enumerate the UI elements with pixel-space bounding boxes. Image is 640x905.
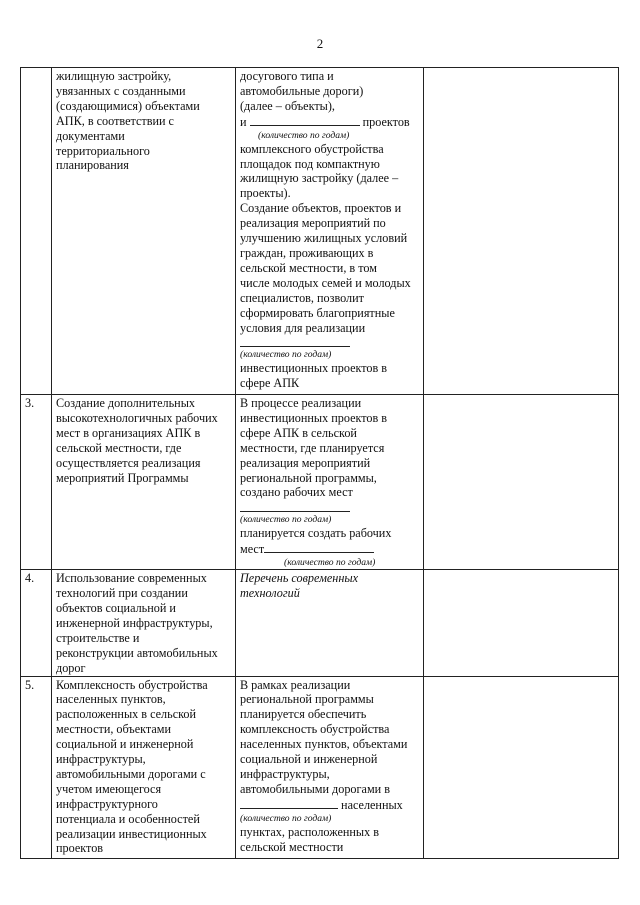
fill-in-blank	[240, 500, 350, 512]
fill-in-blank	[264, 541, 374, 553]
description-cell: досугового типа и автомобильные дороги) (далее – объекты), и проектов (количество по годам) комплексного обустройства площадок под компактную жилищную застройку (далее – проекты). Создание объектов, проектов и реализация мероприятий по улучшению жилищных условий граждан, проживающих в сельской местности, в том числе молодых семей и молодых специалистов, позволит сформировать благоприятные условия для реализации (количество по годам) инвестиционных проектов в сфере АПК	[236, 68, 424, 395]
indicator-cell: жилищную застройку, увязанных с созданными (создающимися) объектами АПК, в соответствии с документами территориального планирования	[52, 68, 236, 395]
program-table	[20, 67, 619, 859]
table-row	[21, 68, 619, 395]
table-row	[21, 570, 619, 676]
description-cell: В рамках реализации региональной программы планируется обеспечить комплексность обустройства населенных пунктов, объектами социальной и инженерной инфраструктуры, автомобильными дорогами в населенных (количество по годам) пунктах, расположенных в сельской местности	[236, 676, 424, 858]
row-number-cell	[21, 68, 52, 395]
description-cell: В процессе реализации инвестиционных проектов в сфере АПК в сельской местности, где планируется реализация мероприятий региональной программы, создано рабочих мест (количество по годам) планируется создать рабочих мест (количество по годам)	[236, 395, 424, 570]
row-number-cell: 4.	[21, 570, 52, 676]
indicator-cell: Использование современных технологий при создании объектов социальной и инженерной инфраструктуры, строительстве и реконструкции автомобильных дорог	[52, 570, 236, 676]
table-row	[21, 395, 619, 570]
fill-in-blank	[250, 114, 360, 126]
row-number-cell: 5.	[21, 676, 52, 858]
notes-cell	[424, 676, 619, 858]
projects-line: и проектов	[240, 114, 410, 129]
table-row	[21, 676, 619, 858]
fill-in-blank	[240, 797, 338, 809]
description-cell: Перечень современных технологий	[236, 570, 424, 676]
notes-cell	[424, 68, 619, 395]
fill-in-blank	[240, 335, 350, 347]
indicator-cell: Создание дополнительных высокотехнологичных рабочих мест в организациях АПК в сельской местности, где осуществляется реализация мероприятий Программы	[52, 395, 236, 570]
notes-cell	[424, 570, 619, 676]
indicator-cell: Комплексность обустройства населенных пунктов, расположенных в сельской местности, объектами социальной и инженерной инфраструктуры, автомобильными дорогами с учетом имеющегося инфраструктурного потенциала и особенностей реализации инвестиционных проектов	[52, 676, 236, 858]
page-number: 2	[316, 36, 324, 51]
row-number-cell: 3.	[21, 395, 52, 570]
notes-cell	[424, 395, 619, 570]
